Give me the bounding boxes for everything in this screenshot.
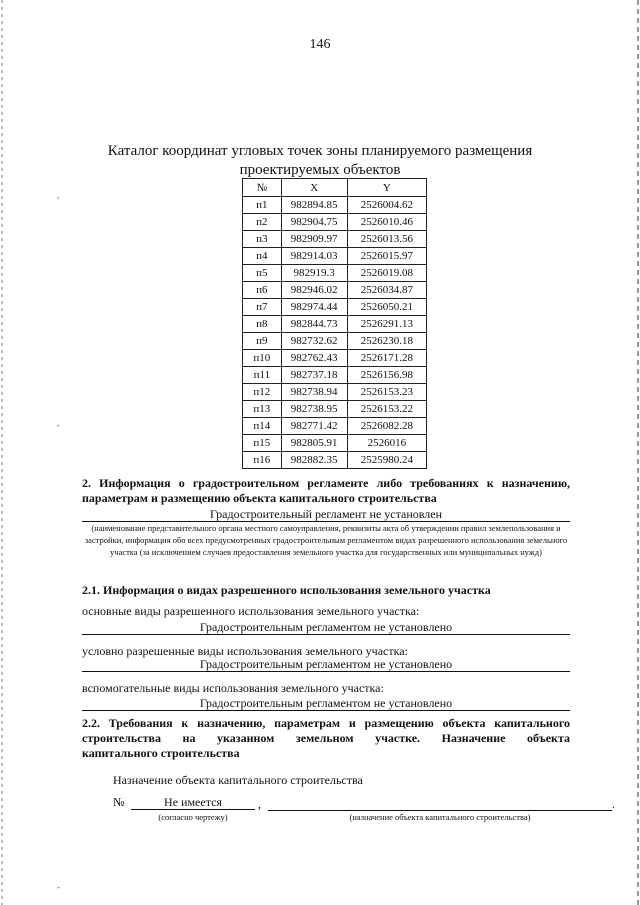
table-row xyxy=(243,197,427,214)
x-coordinate-cell: 982771.42 xyxy=(281,418,347,435)
separator-comma: , xyxy=(258,797,261,811)
conditional-uses-label: условно разрешенные виды использования земельного участка: xyxy=(82,644,408,658)
auxiliary-uses-value: Градостроительным регламентом не установлено xyxy=(82,696,570,711)
basic-uses-label: основные виды разрешенного использования земельного участка: xyxy=(82,604,420,618)
point-number-cell: п5 xyxy=(243,265,282,282)
x-coordinate-cell: 982946.02 xyxy=(281,282,347,299)
table-header-row xyxy=(243,179,427,197)
conditional-uses-value: Градостроительным регламентом не установлено xyxy=(82,657,570,672)
table-row xyxy=(243,231,427,248)
y-coordinate-cell: 2526016 xyxy=(347,435,426,452)
section-2-2-heading-last: капитального строительства xyxy=(82,746,240,760)
y-coordinate-cell: 2525980.24 xyxy=(347,452,426,469)
point-number-cell: п7 xyxy=(243,299,282,316)
x-coordinate-cell: 982904.75 xyxy=(281,214,347,231)
x-coordinate-cell: 982909.97 xyxy=(281,231,347,248)
point-number-cell: п8 xyxy=(243,316,282,333)
point-number-cell: п11 xyxy=(243,367,282,384)
point-number-cell: п2 xyxy=(243,214,282,231)
section-2-1-heading: 2.1. Информация о видах разрешенного использования земельного участка xyxy=(82,583,491,597)
point-number-cell: п10 xyxy=(243,350,282,367)
table-row xyxy=(243,350,427,367)
point-number-cell: п1 xyxy=(243,197,282,214)
table-row xyxy=(243,452,427,469)
point-number-cell: п6 xyxy=(243,282,282,299)
x-coordinate-cell: 982914.03 xyxy=(281,248,347,265)
column-header-number: № xyxy=(243,179,282,197)
x-coordinate-cell: 982737.18 xyxy=(281,367,347,384)
table-row xyxy=(243,418,427,435)
table-row xyxy=(243,248,427,265)
y-coordinate-cell: 2526153.23 xyxy=(347,384,426,401)
table-row xyxy=(243,333,427,350)
page-title: Каталог координат угловых точек зоны планируемого размещения проектируемых объектов xyxy=(107,143,533,178)
y-coordinate-cell: 2526171.28 xyxy=(347,350,426,367)
table-row xyxy=(243,384,427,401)
y-coordinate-cell: 2526050.21 xyxy=(347,299,426,316)
number-sign: № xyxy=(113,795,125,809)
margin-mark: , xyxy=(57,190,60,200)
regulation-note: (наименование представительного органа местного самоуправления, реквизиты акта об утверждении правил землепользования и застройки, информация обо всех предусмотренных градостроительным регламентом видах разрешенного использования земельного участка (за исключением случаев предоставления земельного участка для государственных или муниципальных нужд) xyxy=(84,523,568,557)
object-purpose-blank xyxy=(268,810,612,811)
point-number-cell: п14 xyxy=(243,418,282,435)
table-row xyxy=(243,367,427,384)
table-row xyxy=(243,401,427,418)
y-coordinate-cell: 2526004.62 xyxy=(347,197,426,214)
x-coordinate-cell: 982844.73 xyxy=(281,316,347,333)
table-row xyxy=(243,214,427,231)
margin-mark: - xyxy=(57,882,60,892)
y-coordinate-cell: 2526156.98 xyxy=(347,367,426,384)
point-number-cell: п4 xyxy=(243,248,282,265)
table-row xyxy=(243,282,427,299)
page-number: 146 xyxy=(309,37,331,52)
point-number-cell: п9 xyxy=(243,333,282,350)
purpose-label: Назначение объекта капитального строительства xyxy=(113,773,363,787)
x-coordinate-cell: 982974.44 xyxy=(281,299,347,316)
object-number-value: Не имеется xyxy=(131,795,255,810)
section-2-2-heading-main: 2.2. Требования к назначению, параметрам и размещению объекта капитального строительства на указанном земельном участке. Назначение объекта xyxy=(82,716,570,745)
x-coordinate-cell: 982738.95 xyxy=(281,401,347,418)
y-coordinate-cell: 2526153.22 xyxy=(347,401,426,418)
x-coordinate-cell: 982738.94 xyxy=(281,384,347,401)
table-row xyxy=(243,435,427,452)
point-number-cell: п12 xyxy=(243,384,282,401)
regulation-value: Градостроительный регламент не установлен xyxy=(82,507,570,522)
x-coordinate-cell: 982919.3 xyxy=(281,265,347,282)
y-coordinate-cell: 2526082.28 xyxy=(347,418,426,435)
table-body xyxy=(243,197,427,469)
point-number-cell: п3 xyxy=(243,231,282,248)
table-row xyxy=(243,316,427,333)
scan-left-edge xyxy=(1,0,3,905)
y-coordinate-cell: 2526034.87 xyxy=(347,282,426,299)
table-row xyxy=(243,265,427,282)
x-coordinate-cell: 982732.62 xyxy=(281,333,347,350)
x-coordinate-cell: 982894.85 xyxy=(281,197,347,214)
scan-right-edge xyxy=(637,0,639,905)
auxiliary-uses-label: вспомогательные виды использования земельного участка: xyxy=(82,681,384,695)
section-2-heading: 2. Информация о градостроительном регламенте либо требованиях к назначению, параметрам и размещению объекта капитального строительства xyxy=(82,476,570,505)
x-coordinate-cell: 982762.43 xyxy=(281,350,347,367)
purpose-caption: (назначение объекта капитального строительства) xyxy=(349,812,531,822)
margin-mark: - xyxy=(57,420,60,430)
column-header-x: X xyxy=(281,179,347,197)
number-caption: (согласно чертежу) xyxy=(158,812,228,822)
x-coordinate-cell: 982882.35 xyxy=(281,452,347,469)
point-number-cell: п15 xyxy=(243,435,282,452)
point-number-cell: п16 xyxy=(243,452,282,469)
y-coordinate-cell: 2526010.46 xyxy=(347,214,426,231)
y-coordinate-cell: 2526230.18 xyxy=(347,333,426,350)
table-row xyxy=(243,299,427,316)
section-2-2-heading xyxy=(82,716,570,761)
y-coordinate-cell: 2526019.08 xyxy=(347,265,426,282)
y-coordinate-cell: 2526291.13 xyxy=(347,316,426,333)
x-coordinate-cell: 982805.91 xyxy=(281,435,347,452)
y-coordinate-cell: 2526015.97 xyxy=(347,248,426,265)
y-coordinate-cell: 2526013.56 xyxy=(347,231,426,248)
basic-uses-value: Градостроительным регламентом не установлено xyxy=(82,620,570,635)
column-header-y: Y xyxy=(347,179,426,197)
end-mark: . xyxy=(612,797,615,811)
point-number-cell: п13 xyxy=(243,401,282,418)
coordinates-table xyxy=(242,178,427,469)
